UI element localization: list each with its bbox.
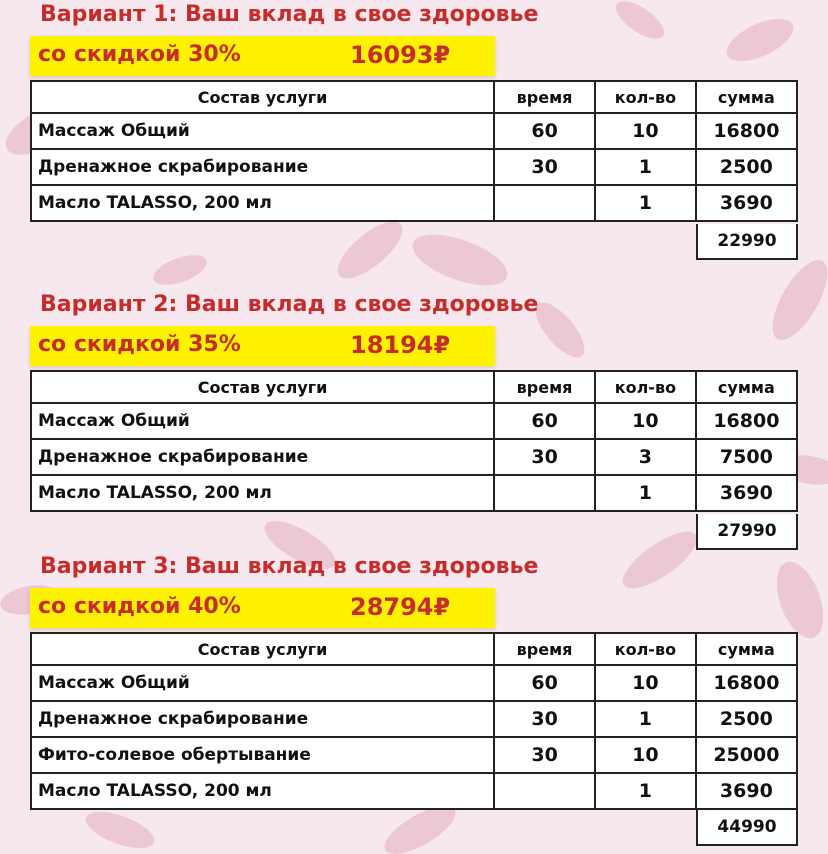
table-header: [31, 81, 797, 113]
services-table: [30, 80, 798, 222]
service-qty: 1: [595, 773, 696, 809]
service-qty: 10: [595, 113, 696, 149]
service-time: [494, 185, 595, 221]
table-header: [31, 371, 797, 403]
header-qty: кол-во: [595, 371, 696, 403]
discount-price: 18194₽: [350, 331, 451, 359]
service-qty: 3: [595, 439, 696, 475]
service-time: 30: [494, 439, 595, 475]
service-time: [494, 773, 595, 809]
service-time: 60: [494, 665, 595, 701]
discount-label: со скидкой 35%: [38, 332, 241, 357]
discount-label: со скидкой 30%: [38, 42, 241, 67]
service-sum: 2500: [696, 149, 797, 185]
header-name: Состав услуги: [31, 633, 494, 665]
table-row: [31, 475, 797, 511]
table-row: [31, 185, 797, 221]
table-row: [31, 403, 797, 439]
service-time: [494, 475, 595, 511]
service-name: Дренажное скрабирование: [31, 701, 494, 737]
header-sum: сумма: [696, 371, 797, 403]
service-name: Дренажное скрабирование: [31, 149, 494, 185]
header-sum: сумма: [696, 81, 797, 113]
table-row: [31, 149, 797, 185]
service-name: Массаж Общий: [31, 403, 494, 439]
header-name: Состав услуги: [31, 371, 494, 403]
service-name: Массаж Общий: [31, 113, 494, 149]
table-row: [31, 773, 797, 809]
service-time: 30: [494, 149, 595, 185]
discount-label: со скидкой 40%: [38, 594, 241, 619]
discount-price: 16093₽: [350, 41, 451, 69]
table-row: [31, 737, 797, 773]
header-qty: кол-во: [595, 81, 696, 113]
service-name: Массаж Общий: [31, 665, 494, 701]
discount-banner: [30, 36, 495, 76]
service-name: Фито-солевое обертывание: [31, 737, 494, 773]
service-sum: 3690: [696, 773, 797, 809]
total-sum: 44990: [696, 810, 798, 846]
service-name: Масло TALASSO, 200 мл: [31, 475, 494, 511]
service-time: 30: [494, 737, 595, 773]
service-qty: 1: [595, 149, 696, 185]
service-time: 60: [494, 113, 595, 149]
service-qty: 1: [595, 475, 696, 511]
total-sum: 27990: [696, 514, 798, 550]
service-sum: 16800: [696, 113, 797, 149]
variant-title: Вариант 3: Ваш вклад в свое здоровье: [40, 554, 539, 579]
service-qty: 10: [595, 403, 696, 439]
service-time: 60: [494, 403, 595, 439]
services-table: [30, 632, 798, 810]
discount-banner: [30, 588, 495, 628]
service-sum: 3690: [696, 185, 797, 221]
header-sum: сумма: [696, 633, 797, 665]
header-name: Состав услуги: [31, 81, 494, 113]
table-row: [31, 439, 797, 475]
service-sum: 16800: [696, 665, 797, 701]
service-name: Дренажное скрабирование: [31, 439, 494, 475]
variant-title: Вариант 2: Ваш вклад в свое здоровье: [40, 292, 539, 317]
service-name: Масло TALASSO, 200 мл: [31, 773, 494, 809]
variant-title: Вариант 1: Ваш вклад в свое здоровье: [40, 2, 539, 27]
service-time: 30: [494, 701, 595, 737]
table-header: [31, 633, 797, 665]
service-sum: 2500: [696, 701, 797, 737]
service-sum: 25000: [696, 737, 797, 773]
service-name: Масло TALASSO, 200 мл: [31, 185, 494, 221]
service-qty: 10: [595, 665, 696, 701]
header-time: время: [494, 81, 595, 113]
service-qty: 1: [595, 185, 696, 221]
service-qty: 1: [595, 701, 696, 737]
service-sum: 7500: [696, 439, 797, 475]
service-sum: 3690: [696, 475, 797, 511]
total-sum: 22990: [696, 224, 798, 260]
table-row: [31, 113, 797, 149]
discount-price: 28794₽: [350, 593, 451, 621]
service-qty: 10: [595, 737, 696, 773]
header-time: время: [494, 633, 595, 665]
header-time: время: [494, 371, 595, 403]
discount-banner: [30, 326, 495, 366]
table-row: [31, 665, 797, 701]
header-qty: кол-во: [595, 633, 696, 665]
service-sum: 16800: [696, 403, 797, 439]
table-row: [31, 701, 797, 737]
services-table: [30, 370, 798, 512]
